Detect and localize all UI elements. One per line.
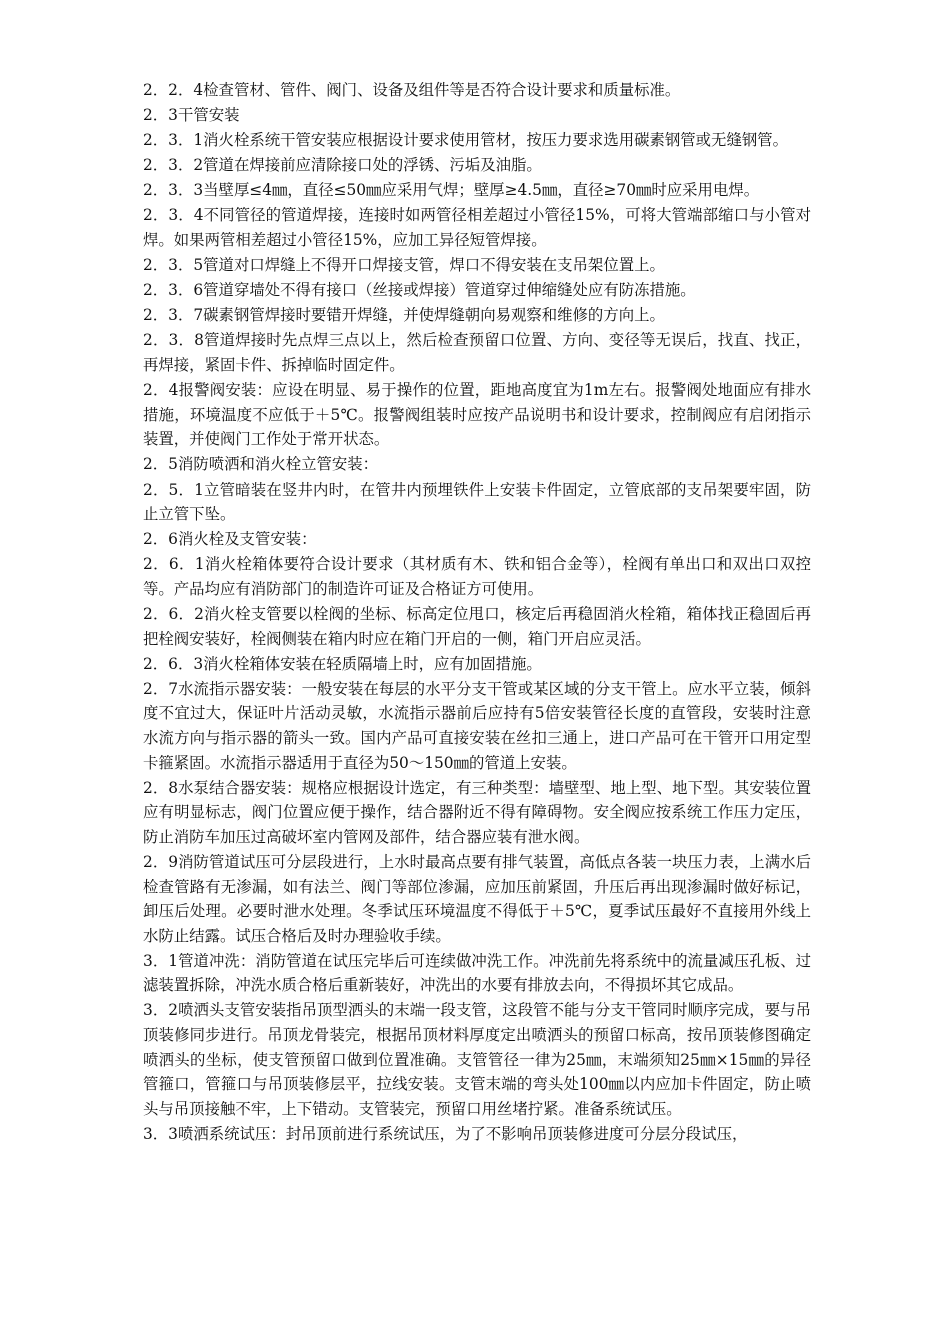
paragraph-2-3-4: 2．3．4不同管径的管道焊接，连接时如两管径相差超过小管径15%，可将大管端部缩口与小管对焊。如果两管相差超过小管径15%，应加工异径短管焊接。 bbox=[143, 206, 811, 250]
paragraph-3-1: 3．1管道冲洗：消防管道在试压完毕后可连续做冲洗工作。冲洗前先将系统中的流量减压孔板、过滤装置拆除，冲洗水质合格后重新装好，冲洗出的水要有排放去向，不得损坏其它成品。 bbox=[143, 951, 811, 995]
paragraph-2-8: 2．8水泵结合器安装：规格应根据设计选定，有三种类型：墙壁型、地上型、地下型。其安装位置应有明显标志，阀门位置应便于操作，结合器附近不得有障碍物。安全阀应按系统工作压力定压，防止消防车加压过高破坏室内管网及部件，结合器应装有泄水阀。 bbox=[143, 778, 811, 846]
heading-2-6: 2．6消火栓及支管安装： bbox=[143, 530, 317, 549]
paragraph-3-3: 3．3喷洒系统试压：封吊顶前进行系统试压，为了不影响吊顶装修进度可分层分段试压， bbox=[143, 1124, 748, 1143]
paragraph-2-3-3: 2．3．3当壁厚≤4㎜，直径≤50㎜应采用气焊；壁厚≥4.5㎜，直径≥70㎜时应采用电焊。 bbox=[143, 181, 760, 200]
paragraph-2-3-1: 2．3．1消火栓系统干管安装应根据设计要求使用管材，按压力要求选用碳素钢管或无缝钢管。 bbox=[143, 131, 789, 150]
paragraph-2-2-4: 2．2．4检查管材、管件、阀门、设备及组件等是否符合设计要求和质量标准。 bbox=[143, 81, 681, 99]
paragraph-3-2: 3．2喷洒头支管安装指吊顶型洒头的末端一段支管，这段管不能与分支干管同时顺序完成，要与吊顶装修同步进行。吊顶龙骨装完，根据吊顶材料厚度定出喷洒头的预留口标高，按吊顶装修图确定喷洒头的坐标，使支管预留口做到位置准确。支管管径一律为25㎜，末端须知25㎜×15㎜的异径管箍口，管箍口与吊顶装修层平，拉线安装。支管末端的弯头处100㎜以内应加卡件固定，防止喷头与吊顶接触不牢，上下错动。支管装完，预留口用丝堵拧紧。准备系统试压。 bbox=[143, 1001, 811, 1118]
paragraph-2-7: 2．7水流指示器安装：一般安装在每层的水平分支干管或某区域的分支干管上。应水平立装，倾斜度不宜过大，保证叶片活动灵敏，水流指示器前后应持有5倍安装管径长度的直管段，安装时注意水流方向与指示器的箭头一致。国内产品可直接安装在丝扣三通上，进口产品可在干管开口用定型卡箍紧固。水流指示器适用于直径为50～150㎜的管道上安装。 bbox=[143, 679, 811, 772]
paragraph-2-4: 2．4报警阀安装：应设在明显、易于操作的位置，距地高度宜为1m左右。报警阀处地面应有排水措施，环境温度不应低于＋5℃。报警阀组装时应按产品说明书和设计要求，控制阀应有启闭指示装置，并使阀门工作处于常开状态。 bbox=[143, 381, 811, 449]
heading-2-5: 2．5消防喷洒和消火栓立管安装： bbox=[143, 455, 379, 474]
paragraph-2-6-2: 2．6．2消火栓支管要以栓阀的坐标、标高定位甩口，核定后再稳固消火栓箱，箱体找正稳固后再把栓阀安装好，栓阀侧装在箱内时应在箱门开启的一侧，箱门开启应灵活。 bbox=[143, 604, 811, 648]
paragraph-2-3-7: 2．3．7碳素钢管焊接时要错开焊缝，并使焊缝朝向易观察和维修的方向上。 bbox=[143, 306, 665, 325]
paragraph-2-5-1: 2．5．1立管暗装在竖井内时，在管井内预埋铁件上安装卡件固定，立管底部的支吊架要牢固，防止立管下坠。 bbox=[143, 480, 811, 524]
paragraph-2-3-2: 2．3．2管道在焊接前应清除接口处的浮锈、污垢及油脂。 bbox=[143, 156, 542, 175]
paragraph-2-6-3: 2．6．3消火栓箱体安装在轻质隔墙上时，应有加固措施。 bbox=[143, 654, 542, 673]
heading-2-3: 2．3干管安装 bbox=[143, 106, 240, 125]
paragraph-2-9: 2．9消防管道试压可分层段进行，上水时最高点要有排气装置，高低点各装一块压力表，上满水后检查管路有无渗漏，如有法兰、阀门等部位渗漏，应加压前紧固，升压后再出现渗漏时做好标记，卸压后处理。必要时泄水处理。冬季试压环境温度不得低于＋5℃，夏季试压最好不直接用外线上水防止结露。试压合格后及时办理验收手续。 bbox=[143, 852, 811, 945]
paragraph-2-3-5: 2．3．5管道对口焊缝上不得开口焊接支管，焊口不得安装在支吊架位置上。 bbox=[143, 256, 665, 275]
paragraph-2-6-1: 2．6．1消火栓箱体要符合设计要求（其材质有木、铁和铝合金等），栓阀有单出口和双出口双控等。产品均应有消防部门的制造许可证及合格证方可使用。 bbox=[143, 555, 811, 598]
paragraph-2-3-6: 2．3．6管道穿墙处不得有接口（丝接或焊接）管道穿过伸缩缝处应有防冻措施。 bbox=[143, 281, 696, 300]
paragraph-2-3-8: 2．3．8管道焊接时先点焊三点以上，然后检查预留口位置、方向、变径等无误后，找直、找正，再焊接，紧固卡件、拆掉临时固定件。 bbox=[143, 331, 811, 375]
document-body bbox=[143, 78, 811, 1147]
